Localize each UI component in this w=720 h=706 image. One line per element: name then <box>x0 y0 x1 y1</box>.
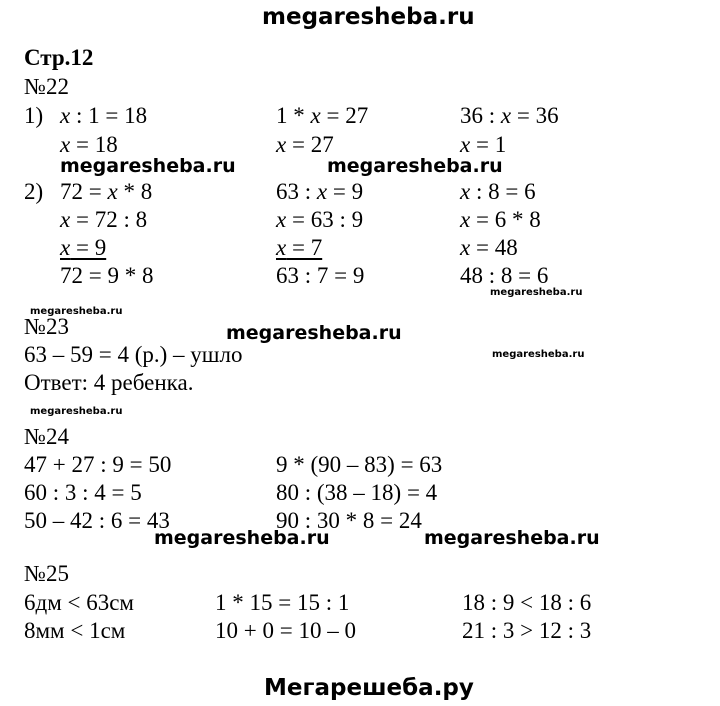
task22-p1-c1-r2: x = 18 <box>60 132 118 157</box>
task24-c2-r1: 9 * (90 – 83) = 63 <box>276 452 443 477</box>
task22-p2-c3-r3: x = 48 <box>460 235 518 260</box>
task24-c2-r2: 80 : (38 – 18) = 4 <box>276 480 438 505</box>
task22-p2-c3-r4: 48 : 8 = 6 <box>460 263 549 288</box>
task22-p2-c2-r3: x = 7 <box>276 235 323 260</box>
task22-p1-c1-r1: x : 1 = 18 <box>60 103 148 128</box>
task24-c1-r3: 50 – 42 : 6 = 43 <box>24 508 170 533</box>
task22-p2-c2-r1: 63 : x = 9 <box>276 179 364 204</box>
watermark-small: megaresheba.ru <box>492 349 585 360</box>
task23-number: №23 <box>24 314 69 339</box>
task24-c1-r2: 60 : 3 : 4 = 5 <box>24 480 142 505</box>
task22-p2-c3-r2: x = 6 * 8 <box>460 207 541 232</box>
task22-part2-label: 2) <box>24 179 44 204</box>
task22-p2-c3-r1: x : 8 = 6 <box>460 179 536 204</box>
task25-c1-r1: 6дм < 63см <box>24 590 134 615</box>
task25-c2-r2: 10 + 0 = 10 – 0 <box>215 618 356 643</box>
task22-number: №22 <box>24 74 69 99</box>
task22-part1-label: 1) <box>24 103 44 128</box>
task22-p2-c1-r1: 72 = x * 8 <box>60 179 153 204</box>
task25-c3-r1: 18 : 9 < 18 : 6 <box>462 590 592 615</box>
task25-c3-r2: 21 : 3 > 12 : 3 <box>462 618 592 643</box>
watermark-small: megaresheba.ru <box>490 287 583 298</box>
task23-answer: Ответ: 4 ребенка. <box>24 370 194 395</box>
watermark-label: megaresheba.ru <box>327 155 503 177</box>
task22-p2-c2-r2: x = 63 : 9 <box>276 207 364 232</box>
task22-p2-c2-r4: 63 : 7 = 9 <box>276 263 365 288</box>
task24-number: №24 <box>24 424 69 449</box>
task25-number: №25 <box>24 561 69 586</box>
page-title: Стр.12 <box>24 45 94 70</box>
task22-p1-c3-r1: 36 : x = 36 <box>460 103 559 128</box>
task22-p2-c1-r4: 72 = 9 * 8 <box>60 263 154 288</box>
task22-p1-c3-r2: x = 1 <box>460 132 507 157</box>
task22-p1-c2-r1: 1 * x = 27 <box>276 103 369 128</box>
watermark-bottom: Мегарешеба.ру <box>264 675 474 701</box>
task22-p1-c2-r2: x = 27 <box>276 132 334 157</box>
watermark-small: megaresheba.ru <box>30 406 123 417</box>
task23-line1: 63 – 59 = 4 (р.) – ушло <box>24 342 243 367</box>
watermark-label: megaresheba.ru <box>60 155 236 177</box>
task24-c1-r1: 47 + 27 : 9 = 50 <box>24 452 172 477</box>
watermark-label: megaresheba.ru <box>154 527 330 549</box>
task22-p2-c1-r3: x = 9 <box>60 235 107 260</box>
task25-c1-r2: 8мм < 1см <box>24 618 126 643</box>
watermark-label: megaresheba.ru <box>424 527 600 549</box>
watermark-top: megaresheba.ru <box>262 4 475 30</box>
task24-c2-r3: 90 : 30 * 8 = 24 <box>276 508 422 533</box>
task25-c2-r1: 1 * 15 = 15 : 1 <box>215 590 350 615</box>
watermark-label: megaresheba.ru <box>226 322 402 344</box>
watermark-small: megaresheba.ru <box>30 306 123 317</box>
task22-p2-c1-r2: x = 72 : 8 <box>60 207 148 232</box>
